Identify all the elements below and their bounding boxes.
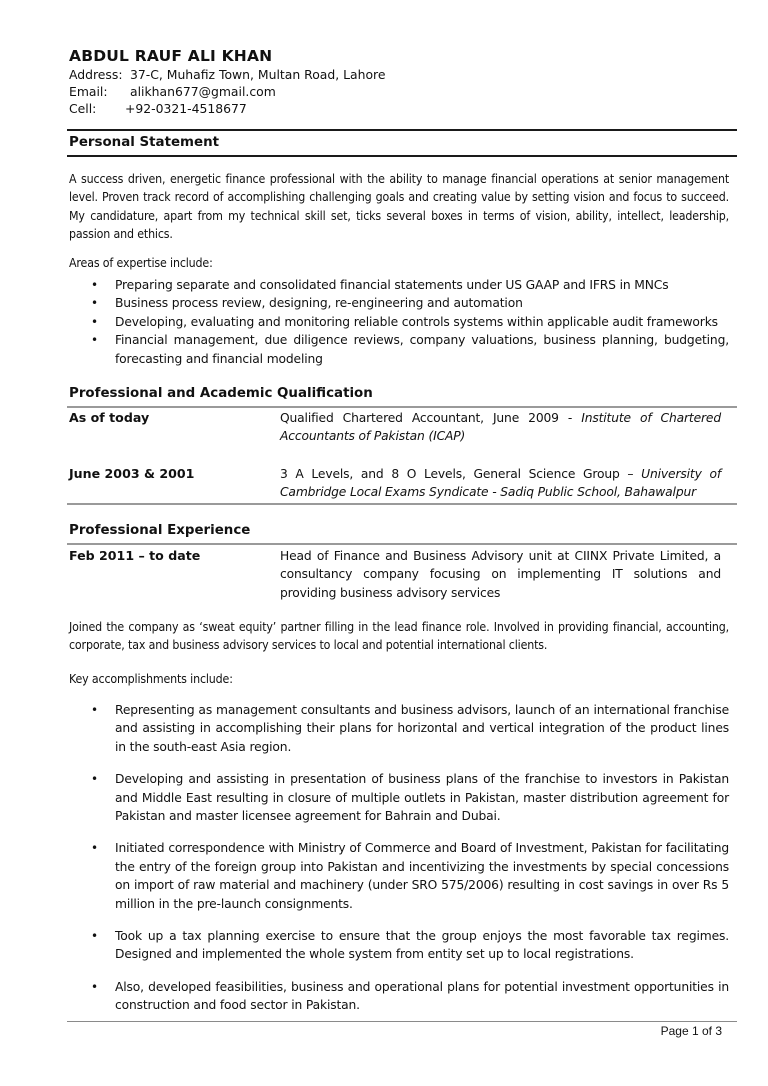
email-value[interactable]: alikhan677@gmail.com (130, 84, 276, 99)
page-number: Page 1 of 3 (660, 1024, 722, 1038)
section-rule-bottom (67, 155, 737, 157)
bullet-icon: • (91, 841, 98, 856)
experience-period: Feb 2011 – to date (69, 548, 201, 563)
list-item: • Initiated correspondence with Ministry of Commerce and Board of Investment, Pakistan for facilitating the entry of the foreign group into Pakistan and incentivizing the investments by special concessions on import of raw material and machinery (under SRO 575/2006) resulting in cost savings in over Rs 5 million in the pre-launch consignments. (91, 841, 729, 911)
section-title-personal-statement: Personal Statement (69, 135, 220, 150)
candidate-name: ABDUL RAUF ALI KHAN (69, 47, 273, 65)
section-title-experience: Professional Experience (69, 523, 251, 538)
bullet-icon: • (91, 296, 98, 311)
list-item: • Representing as management consultants and business advisors, launch of an international franchise and assisting in accomplishing their plans for horizontal and vertical integration of the product lines in the south-east Asia region. (91, 703, 729, 754)
bullet-icon: • (91, 333, 98, 348)
list-item: • Developing and assisting in presentation of business plans of the franchise to investors in Pakistan and Middle East resulting in closure of multiple outlets in Pakistan, master distribution agreement for Pakistan and master licensee agreement for Bahrain and Dubai. (91, 772, 729, 824)
bullet-icon: • (91, 314, 98, 329)
experience-role: Head of Finance and Business Advisory unit at CIINX Private Limited, a consultancy company focusing on implementing IT solutions and providing business advisory services (280, 549, 721, 600)
personal-statement-paragraph: A success driven, energetic finance professional with the ability to manage financial operations at senior management level. Proven track record of accomplishing challenging goals and creating value by setting vision and focus to succeed. My candidature, apart from my technical skill set, ticks several boxes in terms of vision, ability, intellect, leadership, passion and ethics. (69, 172, 729, 242)
section-title-qualification: Professional and Academic Qualification (69, 386, 373, 401)
list-item: • Financial management, due diligence reviews, company valuations, business planning, budgeting, forecasting and financial modeling (91, 333, 729, 366)
bullet-icon: • (91, 703, 98, 717)
qualification-row-text: 3 A Levels, and 8 O Levels, General Science Group – University of Cambridge Local Exams Syndicate - Sadiq Public School, Bahawalpur (280, 467, 721, 500)
qualification-row-label: As of today (69, 410, 150, 425)
list-item: • Developing, evaluating and monitoring reliable controls systems within applicable audit frameworks (69, 313, 729, 331)
table-rule-bottom (67, 503, 737, 505)
list-item: • Business process review, designing, re-engineering and automation (69, 294, 729, 312)
table-rule-top (67, 543, 737, 545)
accomplishments-intro: Key accomplishments include: (69, 672, 233, 686)
address-label: Address: (69, 67, 123, 82)
list-item: • Preparing separate and consolidated financial statements under US GAAP and IFRS in MNCs (69, 276, 729, 294)
experience-summary: Joined the company as ‘sweat equity’ partner filling in the lead finance role. Involved in providing financial, accounting, corporate, tax and business advisory services to local and potential international clients. (69, 620, 729, 653)
email-line (69, 83, 276, 101)
accomplishments-list (69, 701, 729, 1029)
address-line (69, 66, 385, 84)
section-rule-top (67, 129, 737, 131)
bullet-icon: • (91, 979, 98, 994)
footer-rule (67, 1021, 737, 1022)
bullet-icon: • (91, 772, 98, 787)
cell-value: +92-0321-4518677 (125, 101, 247, 116)
bullet-icon: • (91, 929, 98, 944)
expertise-intro: Areas of expertise include: (69, 256, 213, 270)
email-label: Email: (69, 84, 108, 99)
cell-line (69, 100, 247, 118)
expertise-list (69, 276, 729, 368)
table-rule-top (67, 406, 737, 408)
address-value: 37-C, Muhafiz Town, Multan Road, Lahore (130, 67, 386, 82)
list-item: • Took up a tax planning exercise to ensure that the group enjoys the most favorable tax regimes. Designed and implemented the whole system from entity set up to local registrations. (91, 929, 729, 962)
qualification-row-text: Qualified Chartered Accountant, June 2009 - Institute of Chartered Accountants of Pakistan (ICAP) (280, 411, 721, 444)
list-item: • Also, developed feasibilities, business and operational plans for potential investment opportunities in construction and food sector in Pakistan. (91, 979, 729, 1013)
bullet-icon: • (91, 278, 98, 292)
cell-label: Cell: (69, 101, 97, 116)
qualification-row-label: June 2003 & 2001 (69, 466, 195, 481)
